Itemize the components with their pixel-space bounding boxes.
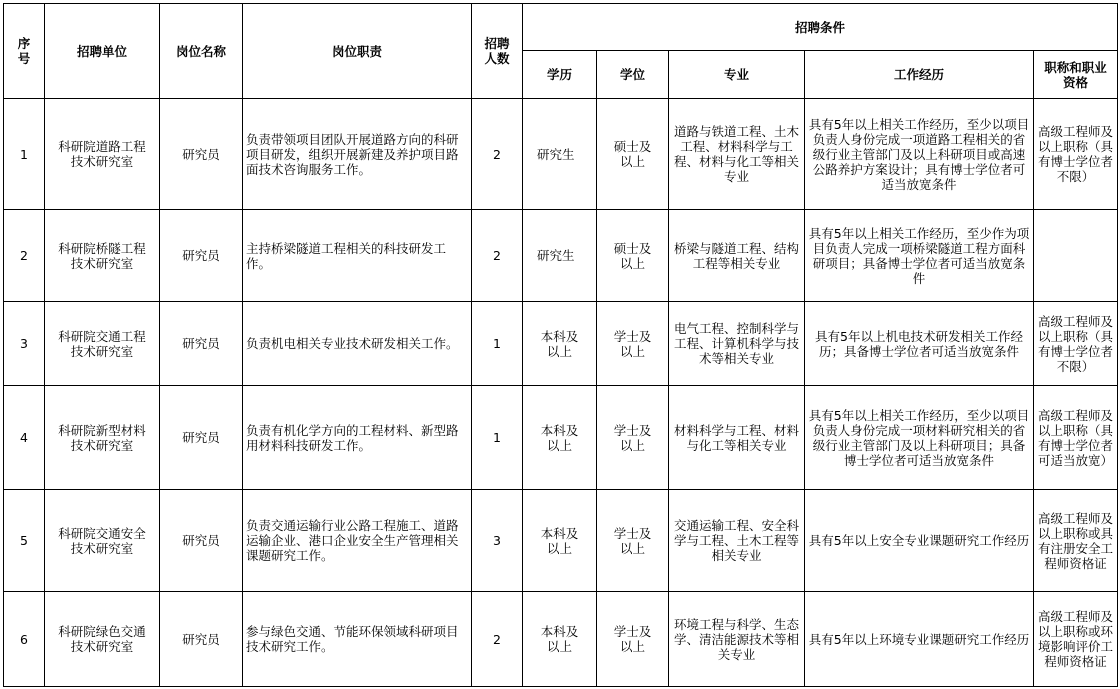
- table-row: [4, 386, 1118, 490]
- cell-count: 1: [472, 302, 523, 386]
- cell-unit: 科研院道路工程技术研究室: [45, 99, 160, 210]
- cell-duty: 主持桥梁隧道工程相关的科技研发工作。: [243, 210, 472, 302]
- table-row: [4, 302, 1118, 386]
- cell-seq: 2: [4, 210, 45, 302]
- header-conditions: 招聘条件: [523, 4, 1118, 51]
- cell-exp: 具有5年以上相关工作经历，至少以项目负责人身份完成一项材料研究相关的省级行业主管部门及以上科研项目；具备博士学位者可适当放宽条件: [805, 386, 1034, 490]
- cell-position: 研究员: [160, 210, 243, 302]
- cell-major: 桥梁与隧道工程、结构工程等相关专业: [669, 210, 805, 302]
- cell-edu: 本科及以上: [523, 490, 597, 592]
- cell-duty: 负责有机化学方向的工程材料、新型路用材料科技研发工作。: [243, 386, 472, 490]
- cell-position: 研究员: [160, 386, 243, 490]
- cell-position: 研究员: [160, 99, 243, 210]
- header-edu: 学历: [523, 51, 597, 99]
- cell-title: 高级工程师及以上职称（具有博士学位者可适当放宽）: [1034, 386, 1118, 490]
- table-row: [4, 592, 1118, 687]
- header-degree: 学位: [597, 51, 669, 99]
- cell-degree: 学士及以上: [597, 302, 669, 386]
- cell-title: 高级工程师及以上职称或具有注册安全工程师资格证: [1034, 490, 1118, 592]
- cell-count: 2: [472, 592, 523, 687]
- header-seq: 序号: [4, 4, 45, 99]
- cell-seq: 1: [4, 99, 45, 210]
- cell-major: 环境工程与科学、生态学、清洁能源技术等相关专业: [669, 592, 805, 687]
- cell-seq: 6: [4, 592, 45, 687]
- cell-edu: 本科及以上: [523, 302, 597, 386]
- cell-seq: 3: [4, 302, 45, 386]
- cell-degree: 学士及以上: [597, 386, 669, 490]
- cell-title: [1034, 210, 1118, 302]
- cell-unit: 科研院新型材料技术研究室: [45, 386, 160, 490]
- cell-major: 电气工程、控制科学与工程、计算机科学与技术等相关专业: [669, 302, 805, 386]
- header-major: 专业: [669, 51, 805, 99]
- cell-unit: 科研院交通工程技术研究室: [45, 302, 160, 386]
- cell-count: 3: [472, 490, 523, 592]
- cell-position: 研究员: [160, 302, 243, 386]
- cell-duty: 负责交通运输行业公路工程施工、道路运输企业、港口企业安全生产管理相关课题研究工作。: [243, 490, 472, 592]
- cell-seq: 5: [4, 490, 45, 592]
- cell-title: 高级工程师及以上职称或环境影响评价工程师资格证: [1034, 592, 1118, 687]
- cell-edu: 研究生: [523, 210, 597, 302]
- cell-count: 2: [472, 99, 523, 210]
- cell-duty: 负责带领项目团队开展道路方向的科研项目研发，组织开展新建及养护项目路面技术咨询服务工作。: [243, 99, 472, 210]
- cell-exp: 具有5年以上机电技术研发相关工作经历；具备博士学位者可适当放宽条件: [805, 302, 1034, 386]
- cell-count: 2: [472, 210, 523, 302]
- header-duty: 岗位职责: [243, 4, 472, 99]
- table-row: [4, 210, 1118, 302]
- cell-position: 研究员: [160, 490, 243, 592]
- cell-duty: 负责机电相关专业技术研发相关工作。: [243, 302, 472, 386]
- cell-degree: 学士及以上: [597, 490, 669, 592]
- cell-duty: 参与绿色交通、节能环保领域科研项目技术研究工作。: [243, 592, 472, 687]
- table-row: [4, 490, 1118, 592]
- header-title: 职称和职业资格: [1034, 51, 1118, 99]
- cell-major: 道路与铁道工程、土木工程、材料科学与工程、材料与化工等相关专业: [669, 99, 805, 210]
- cell-title: 高级工程师及以上职称（具有博士学位者不限）: [1034, 99, 1118, 210]
- header-unit: 招聘单位: [45, 4, 160, 99]
- cell-edu: 本科及以上: [523, 386, 597, 490]
- cell-degree: 硕士及以上: [597, 99, 669, 210]
- header-exp: 工作经历: [805, 51, 1034, 99]
- cell-major: 交通运输工程、安全科学与工程、土木工程等相关专业: [669, 490, 805, 592]
- recruitment-table: [3, 3, 1118, 687]
- table-row: [4, 99, 1118, 210]
- cell-count: 1: [472, 386, 523, 490]
- cell-exp: 具有5年以上相关工作经历，至少作为项目负责人完成一项桥梁隧道工程方面科研项目；具备博士学位者可适当放宽条件: [805, 210, 1034, 302]
- recruitment-table-wrapper: [3, 3, 1118, 687]
- cell-unit: 科研院交通安全技术研究室: [45, 490, 160, 592]
- cell-position: 研究员: [160, 592, 243, 687]
- cell-degree: 硕士及以上: [597, 210, 669, 302]
- cell-unit: 科研院绿色交通技术研究室: [45, 592, 160, 687]
- cell-exp: 具有5年以上环境专业课题研究工作经历: [805, 592, 1034, 687]
- header-count: 招聘人数: [472, 4, 523, 99]
- header-position: 岗位名称: [160, 4, 243, 99]
- cell-seq: 4: [4, 386, 45, 490]
- cell-edu: 本科及以上: [523, 592, 597, 687]
- cell-unit: 科研院桥隧工程技术研究室: [45, 210, 160, 302]
- cell-major: 材料科学与工程、材料与化工等相关专业: [669, 386, 805, 490]
- cell-degree: 学士及以上: [597, 592, 669, 687]
- cell-exp: 具有5年以上相关工作经历，至少以项目负责人身份完成一项道路工程相关的省级行业主管部门及以上科研项目或高速公路养护方案设计；具有博士学位者可适当放宽条件: [805, 99, 1034, 210]
- cell-exp: 具有5年以上安全专业课题研究工作经历: [805, 490, 1034, 592]
- cell-edu: 研究生: [523, 99, 597, 210]
- cell-title: 高级工程师及以上职称（具有博士学位者不限）: [1034, 302, 1118, 386]
